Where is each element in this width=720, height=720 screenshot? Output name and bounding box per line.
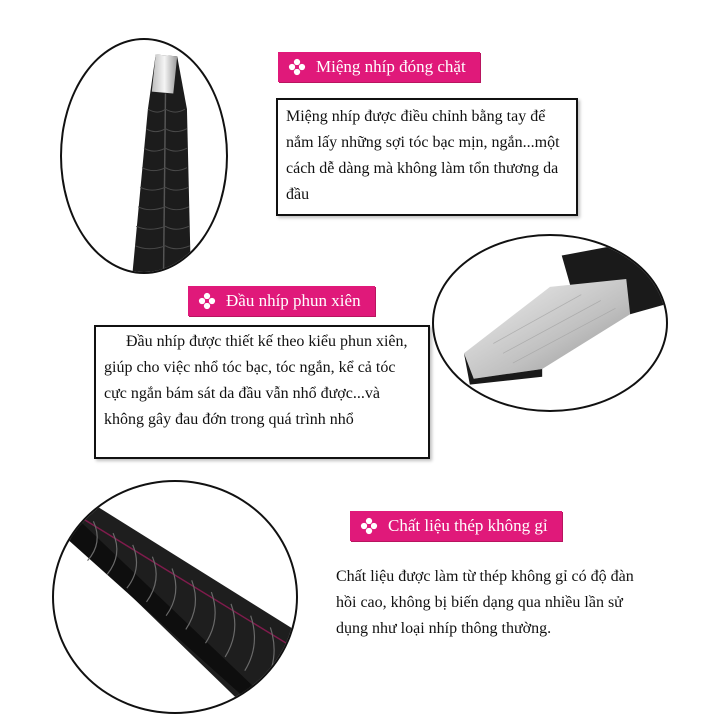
flower-icon: [198, 292, 216, 310]
slanted-tip-photo: [432, 234, 668, 412]
feature-title-steel-material: [350, 511, 562, 541]
closed-tip-photo: [60, 38, 228, 274]
slanted-tip-illustration: [434, 236, 666, 410]
feature-description-steel-material: Chất liệu được làm từ thép không gỉ có độ đàn hồi cao, không bị biến dạng qua nhiều lần sử dụng như loại nhíp thông thường.: [336, 568, 634, 637]
feature-description-closed-tip: Miệng nhíp được điều chỉnh bằng tay để nắm lấy những sợi tóc bạc mịn, ngắn...một cách dễ dàng mà không làm tổn thương da đầu: [276, 98, 578, 216]
feature-title-text: Đầu nhíp phun xiên: [226, 291, 361, 310]
steel-texture-illustration: [54, 482, 296, 712]
closed-tip-illustration: [62, 40, 226, 272]
steel-material-photo: [52, 480, 298, 714]
feature-title-text: Miệng nhíp đóng chặt: [316, 57, 466, 76]
feature-title-text: Chất liệu thép không gỉ: [388, 516, 548, 535]
flower-icon: [288, 58, 306, 76]
feature-title-slanted-tip: [188, 286, 375, 316]
feature-title-closed-tip: [278, 52, 480, 82]
flower-icon: [360, 517, 378, 535]
feature-description-slanted-tip: Đầu nhíp được thiết kế theo kiểu phun xiên, giúp cho việc nhổ tóc bạc, tóc ngắn, kể cả tóc cực ngắn bám sát da đầu vẫn nhổ được...và không gây đau đớn trong quá trình nhổ: [94, 325, 430, 459]
